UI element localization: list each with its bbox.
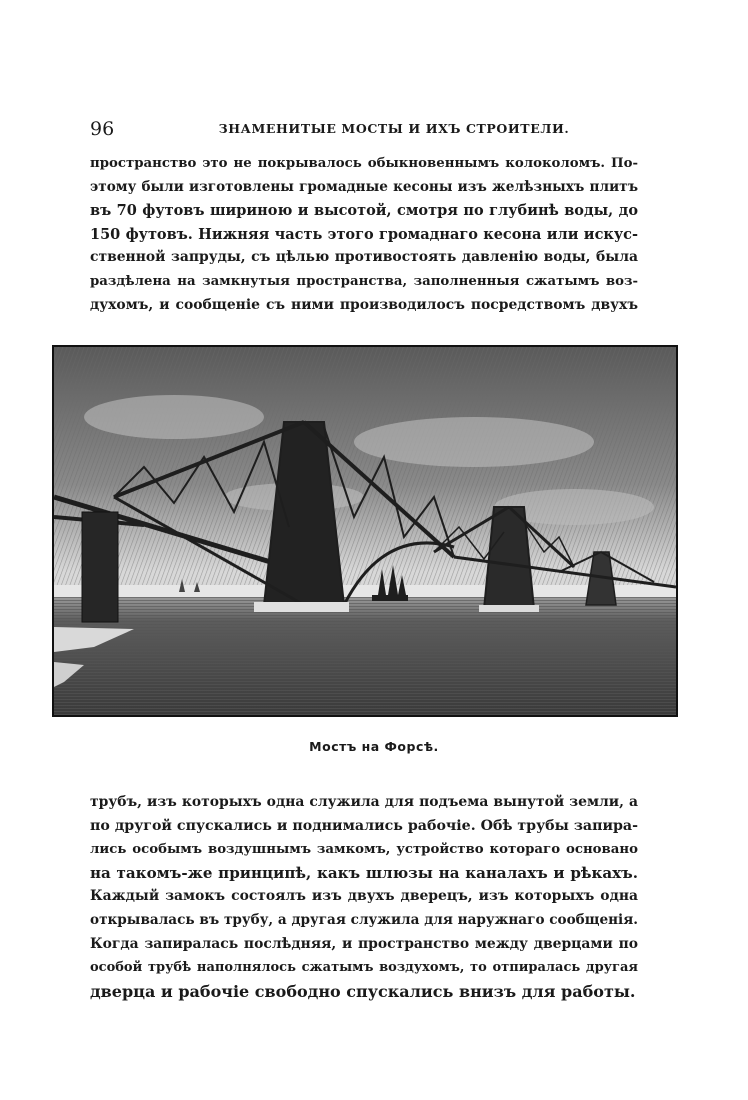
paragraph-top: [90, 152, 638, 317]
text-line: Когда запиралась послѣдняя, и пространство между дверцами по: [90, 935, 638, 952]
text-line: Каждый замокъ состоялъ изъ двухъ дверецъ, изъ которыхъ одна: [90, 888, 638, 905]
text-line: ственной запруды, съ цѣлью противостоять давленію воды, была: [90, 249, 638, 266]
paragraph-bottom: [90, 791, 638, 1003]
running-title: ЗНАМЕНИТЫЕ МОСТЫ И ИХЪ СТРОИТЕЛИ.: [218, 121, 570, 136]
text-line: лись особымъ воздушнымъ замкомъ, устройство котораго основано: [90, 842, 638, 858]
text-line: открывалась въ трубу, а другая служила для наружнаго сообщенія.: [90, 911, 638, 928]
pier-base: [254, 602, 349, 612]
bridge-illustration: [54, 347, 676, 715]
page-number: 96: [90, 118, 115, 140]
text-line: трубъ, изъ которыхъ одна служила для подъема вынутой земли, а: [90, 794, 638, 810]
text-line: духомъ, и сообщеніе съ ними производилосъ посредствомъ двухъ: [90, 296, 638, 313]
bridge-engraving: [52, 345, 678, 717]
text-line: этому были изготовлены громадные кесоны изъ желѣзныхъ плитъ: [90, 178, 638, 195]
text-line: 150 футовъ. Нижняя часть этого громаднаго кесона или искус-: [90, 225, 638, 243]
text-line: раздѣлена на замкнутыя пространства, заполненныя сжатымъ воз-: [90, 273, 638, 289]
text-line: дверца и рабочіе свободно спускались внизъ для работы.: [90, 981, 636, 1001]
text-line: особой трубѣ наполнялось сжатымъ воздухомъ, то отпиралась другая: [90, 960, 638, 976]
text-line: въ 70 футовъ шириною и высотой, смотря по глубинѣ воды, до: [90, 202, 638, 220]
running-head: [90, 118, 638, 140]
figure-caption: Мостъ на Форсѣ.: [309, 739, 439, 754]
text-line: на такомъ-же принципѣ, какъ шлюзы на каналахъ и рѣкахъ.: [90, 863, 638, 882]
text-line: по другой спускались и поднимались рабочіе. Обѣ трубы запира-: [90, 817, 638, 834]
text-line: пространство это не покрывалось обыкновеннымъ колоколомъ. По-: [90, 156, 638, 171]
